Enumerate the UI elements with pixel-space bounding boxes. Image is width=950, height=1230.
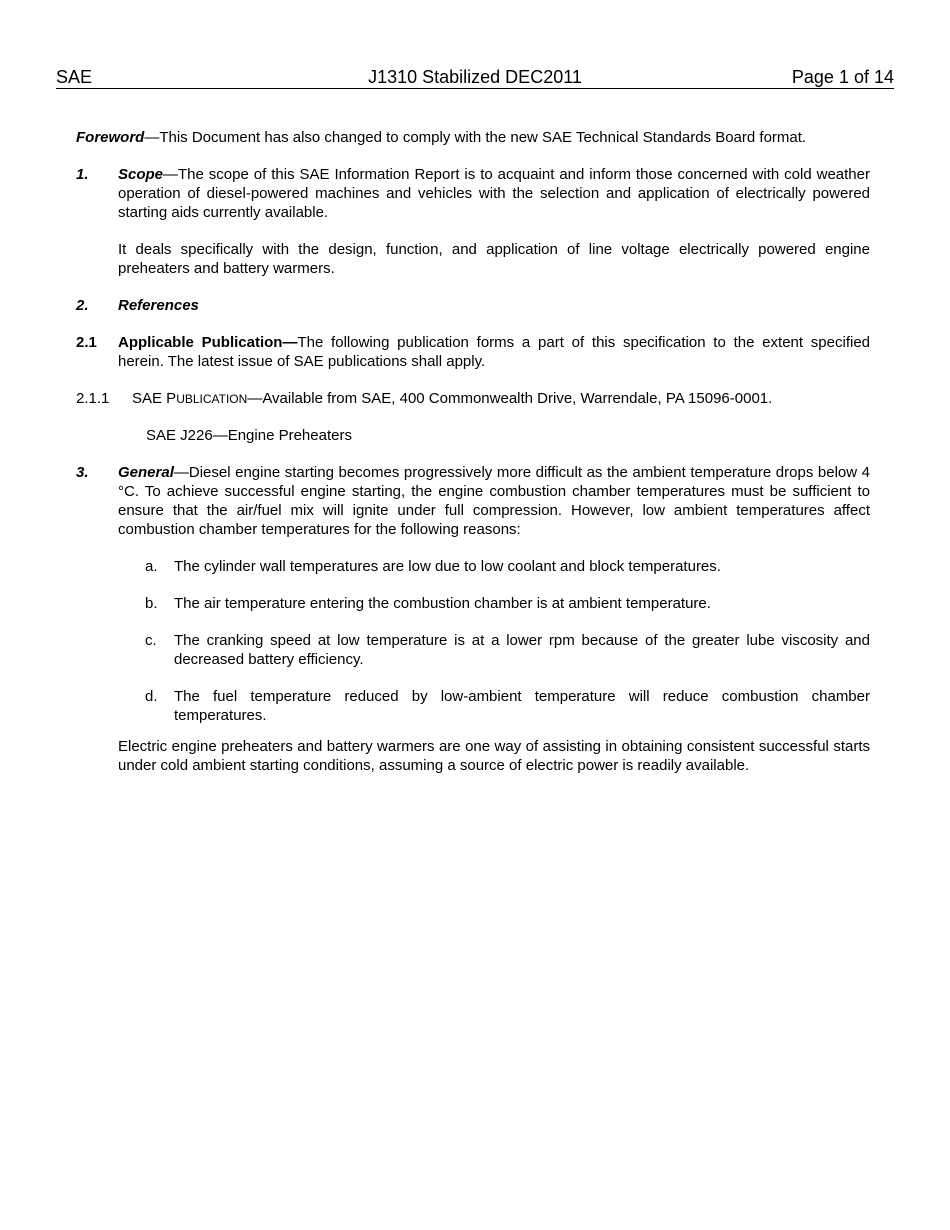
list-item: The cylinder wall temperatures are low due to low coolant and block temperatures. bbox=[174, 558, 721, 575]
general-text: Diesel engine starting becomes progressively more difficult as the ambient temperature drops below 4 °C. To achieve successful engine starting, the engine combustion chamber temperatures must be sufficient to ensure that the air/fuel mix will ignite under full compression. However, low ambient temperatures affect combustion chamber temperatures for the following reasons: bbox=[118, 464, 870, 538]
scope-paragraph-2: It deals specifically with the design, function, and application of line voltage electrically powered engine preheaters and battery warmers. bbox=[118, 241, 870, 277]
sae-publication-paragraph bbox=[132, 389, 870, 409]
list-item: The air temperature entering the combustion chamber is at ambient temperature. bbox=[174, 595, 711, 612]
foreword-dash: — bbox=[144, 129, 160, 146]
foreword-label: Foreword bbox=[76, 129, 145, 146]
section-2-1-1-number: 2.1.1 bbox=[76, 390, 110, 407]
sae-j226-item: SAE J226—Engine Preheaters bbox=[146, 427, 352, 444]
foreword-paragraph bbox=[76, 128, 870, 147]
foreword-text: This Document has also changed to comply with the new SAE Technical Standards Board format. bbox=[159, 129, 807, 146]
page-header bbox=[56, 66, 894, 89]
list-item-letter: a. bbox=[145, 558, 158, 575]
general-label: General bbox=[118, 464, 174, 481]
list-item: The cranking speed at low temperature is at a lower rpm because of the greater lube viscosity and decreased battery efficiency. bbox=[174, 632, 870, 668]
general-dash: — bbox=[173, 464, 189, 481]
section-2-1-number: 2.1 bbox=[76, 334, 97, 351]
applicable-publication-text: The following publication forms a part of this specification to the extent specified herein. The latest issue of SAE publications shall apply. bbox=[118, 334, 871, 370]
section-2-number: 2. bbox=[76, 297, 89, 314]
list-item: The fuel temperature reduced by low-ambient temperature will reduce combustion chamber temperatures. bbox=[174, 688, 870, 724]
general-paragraph bbox=[118, 463, 870, 539]
header-page-number: Page 1 of 14 bbox=[791, 67, 894, 87]
list-item-letter: c. bbox=[145, 632, 157, 649]
references-heading: References bbox=[118, 297, 199, 314]
scope-label: Scope bbox=[118, 166, 164, 183]
sae-publication-prefix: SAE P bbox=[132, 390, 177, 407]
applicable-publication-paragraph bbox=[118, 333, 870, 371]
scope-paragraph bbox=[118, 165, 870, 222]
applicable-publication-label: Applicable Publication— bbox=[118, 334, 298, 351]
scope-text: The scope of this SAE Information Report is to acquaint and inform those concerned with cold weather operation of diesel-powered machines and vehicles with the selection and application of electrically powered starting aids currently available. bbox=[118, 166, 870, 221]
header-document-id: J1310 Stabilized DEC2011 bbox=[368, 67, 582, 87]
sae-publication-smallcaps: UBLICATION bbox=[176, 392, 248, 406]
sae-publication-text: —Available from SAE, 400 Commonwealth Drive, Warrendale, PA 15096-0001. bbox=[247, 390, 773, 407]
header-org: SAE bbox=[56, 67, 93, 87]
general-closing-paragraph: Electric engine preheaters and battery warmers are one way of assisting in obtaining consistent successful starts under cold ambient starting conditions, assuming a source of electric power is readily available. bbox=[118, 738, 870, 774]
list-item-letter: b. bbox=[145, 595, 158, 612]
section-3-number: 3. bbox=[76, 464, 89, 481]
list-item-letter: d. bbox=[145, 688, 158, 705]
section-1-number: 1. bbox=[76, 166, 89, 183]
scope-dash: — bbox=[163, 166, 179, 183]
